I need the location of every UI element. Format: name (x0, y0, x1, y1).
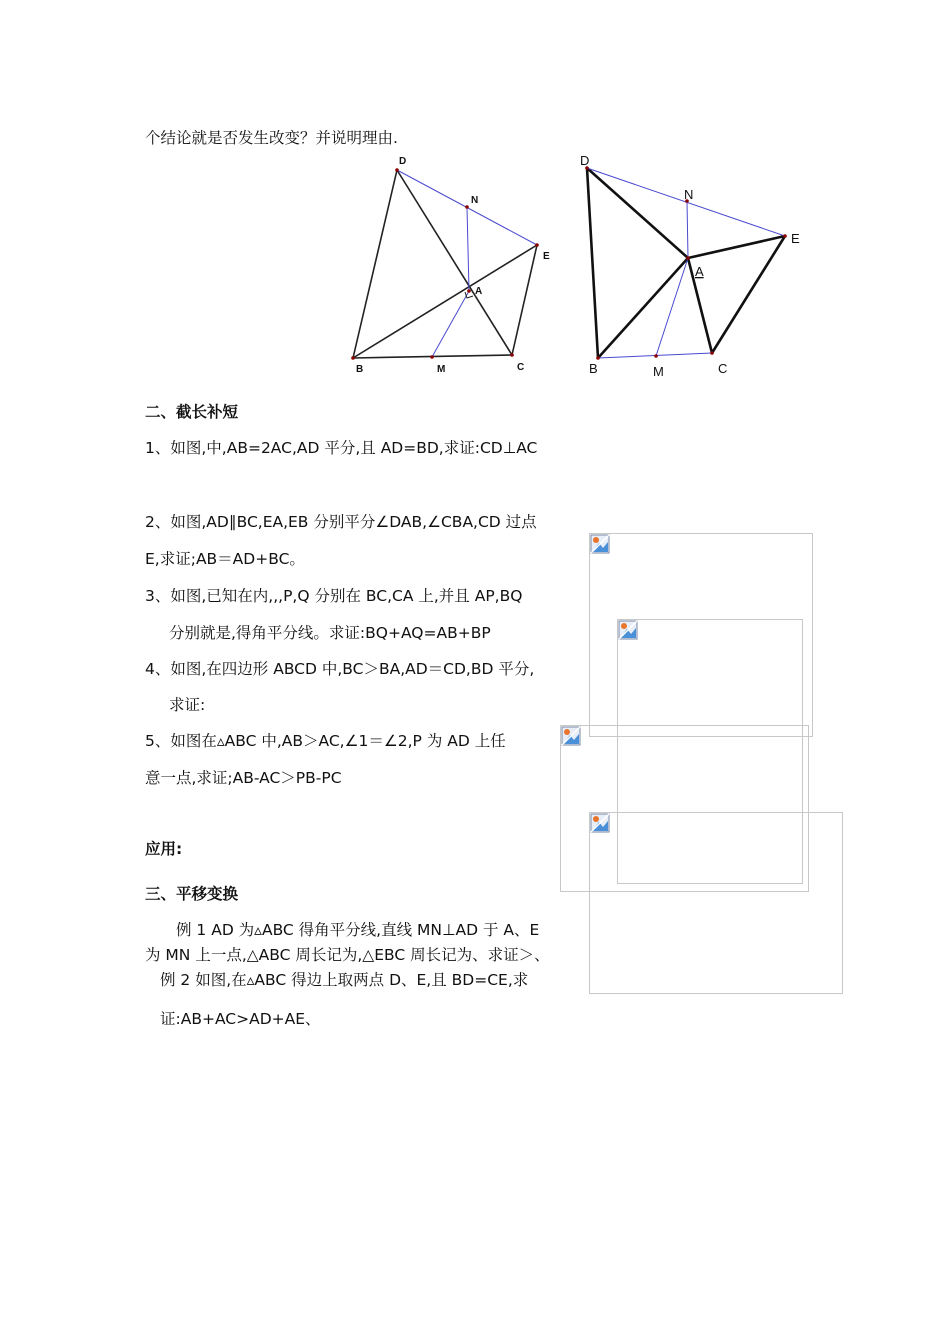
problem-2-line1: 2、如图,AD∥BC,EA,EB 分别平分∠DAB,∠CBA,CD 过点 (145, 513, 537, 531)
segment-AM (656, 258, 688, 356)
problem-4-line1: 4、如图,在四边形 ABCD 中,BC＞BA,AD＝CD,BD 平分, (145, 660, 535, 678)
broken-image-4 (589, 812, 843, 994)
segment-NA (687, 201, 688, 258)
broken-image-icon (590, 534, 610, 554)
example-2-line1: 例 2 如图,在▵ABC 得边上取两点 D、E,且 BD=CE,求 (160, 971, 529, 989)
segment-EC (512, 245, 537, 355)
label-C: C (517, 362, 525, 373)
label-E: E (791, 231, 800, 246)
figure-left (340, 155, 570, 380)
problem-1: 1、如图,中,AB=2AC,AD 平分,且 AD=BD,求证:CD⊥AC (145, 439, 538, 457)
problem-2-line2: E,求证;AB＝AD+BC。 (145, 550, 305, 568)
right-angle-mark (465, 292, 473, 298)
segment-NA (467, 207, 469, 291)
problem-3-line1: 3、如图,已知在内,,,P,Q 分别在 BC,CA 上,并且 AP,BQ (145, 587, 523, 605)
application-heading: 应用: (145, 840, 183, 858)
broken-image-icon (618, 620, 638, 640)
label-B: B (356, 364, 364, 375)
label-N: N (471, 195, 479, 206)
example-1-line2: 为 MN 上一点,△ABC 周长记为,△EBC 周长记为、求证＞、 (145, 946, 550, 964)
segment-BE (353, 245, 537, 358)
example-1-line1: 例 1 AD 为▵ABC 得角平分线,直线 MN⊥AD 于 A、E (176, 921, 540, 939)
label-E: E (543, 251, 550, 262)
broken-image-icon (561, 726, 581, 746)
segment-DB (353, 170, 397, 358)
problem-3-line2: 分别就是,得角平分线。求证:BQ+AQ=AB+BP (169, 624, 491, 642)
label-M: M (653, 364, 664, 379)
segment-DB (587, 168, 598, 358)
segment-AB (598, 258, 688, 358)
label-C: C (718, 361, 728, 376)
segment-AM (432, 291, 469, 357)
segment-DA (587, 168, 688, 258)
label-D: D (399, 156, 407, 167)
segment-EC (712, 236, 785, 353)
example-2-line2: 证:AB+AC>AD+AE、 (160, 1010, 321, 1028)
problem-4-line2: 求证: (169, 696, 206, 714)
label-M: M (437, 364, 446, 375)
problem-5-line2: 意一点,求证;AB-AC＞PB-PC (145, 769, 342, 787)
broken-image-icon (590, 813, 610, 833)
label-N: N (684, 187, 694, 202)
segment-AE (688, 236, 785, 258)
intro-text: 个结论就是否发生改变？并说明理由. (145, 129, 398, 147)
label-B: B (589, 361, 598, 376)
section3-heading: 三、平移变换 (145, 885, 239, 903)
segment-DC (397, 170, 512, 355)
label-A: A (695, 264, 704, 279)
section2-heading: 二、截长补短 (145, 403, 239, 421)
label-D: D (580, 153, 590, 168)
label-A: A (475, 286, 483, 297)
figure-right (575, 150, 810, 382)
problem-5-line1: 5、如图在▵ABC 中,AB＞AC,∠1＝∠2,P 为 AD 上任 (145, 732, 506, 750)
